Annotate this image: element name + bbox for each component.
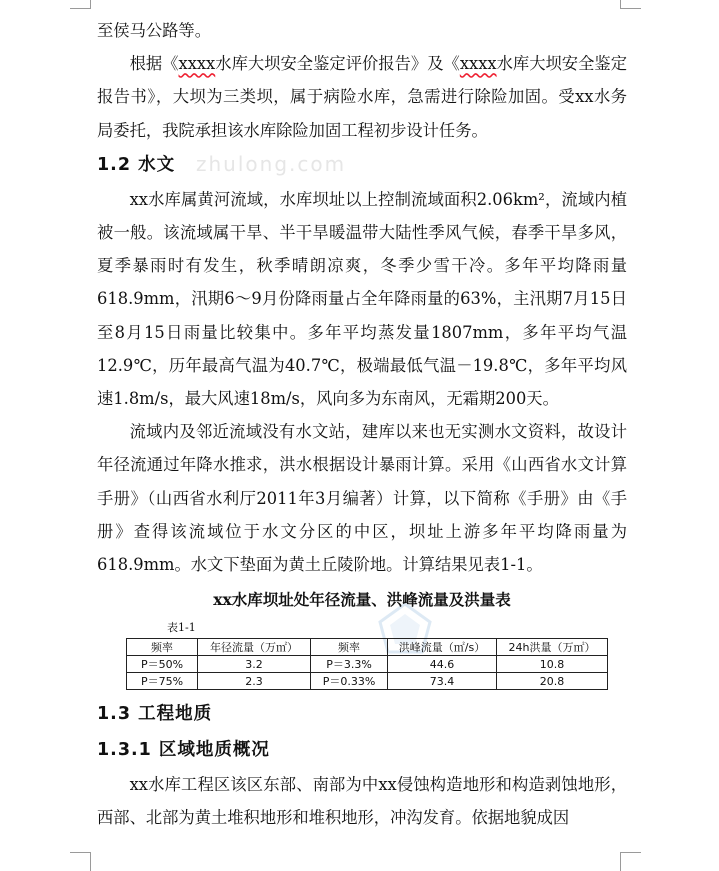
text-run: 根据《 — [129, 54, 179, 74]
table-cell: 2.3 — [198, 673, 311, 690]
table-header-cell: 频率 — [311, 639, 388, 656]
table-cell: P＝3.3% — [311, 656, 388, 673]
spellcheck-underlined-word: xxxx — [459, 54, 497, 74]
watermark-text: zhulong.com — [196, 152, 347, 176]
table-cell: 10.8 — [497, 656, 608, 673]
table-cell: P＝50% — [127, 656, 198, 673]
margin-corner-top-right — [620, 0, 641, 9]
table-header-cell: 24h洪量（万㎡） — [497, 639, 608, 656]
table-header-cell: 频率 — [127, 639, 198, 656]
margin-corner-bottom-right — [620, 852, 641, 871]
table-row — [127, 673, 608, 690]
section-heading: 1.2 水文 — [97, 154, 176, 175]
subsection-heading: 1.3.1 区域地质概况 — [97, 740, 270, 761]
table-cell: 3.2 — [198, 656, 311, 673]
margin-corner-bottom-left — [70, 852, 91, 871]
section-heading: 1.3 工程地质 — [97, 704, 213, 725]
paragraph — [97, 47, 627, 147]
text-run: 水库大坝安全鉴定报告书》，大坝为三类坝，属于病险水库，急需进行除险加固。受xx水务局委托，我院承担该水库除险加固工程初步设计任务。 — [97, 54, 627, 140]
data-table — [126, 638, 608, 690]
table-header-cell: 年径流量（万㎡） — [198, 639, 311, 656]
table-cell: 44.6 — [388, 656, 497, 673]
table-title: xx水库坝址处年径流量、洪峰流量及洪量表 — [213, 590, 511, 610]
paragraph: 流域内及邻近流域没有水文站，建库以来也无实测水文资料，故设计年径流通过年降水推求，洪水根据设计暴雨计算。采用《山西省水文计算手册》（山西省水利厅2011年3月编著）计算，以下简称《手册》由《手册》查得该流域位于水文分区的中区，坝址上游多年平均降雨量为618.9mm。水文下垫面为黄土丘陵阶地。计算结果见表1-1。 — [97, 422, 627, 575]
document-body — [97, 14, 627, 835]
table-label: 表1-1 — [167, 621, 196, 635]
table-cell: 73.4 — [388, 673, 497, 690]
table-cell: P＝75% — [127, 673, 198, 690]
table-header-row — [127, 639, 608, 656]
paragraph: xx水库属黄河流域，水库坝址以上控制流域面积2.06km²，流域内植被一般。该流域属干旱、半干旱暖温带大陆性季风气候，春季干旱多风，夏季暴雨时有发生，秋季晴朗凉爽，冬季少雪干冷。多年平均降雨量618.9mm，汛期6～9月份降雨量占全年降雨量的63%，主汛期7月15日至8月15日雨量比较集中。多年平均蒸发量1807mm，多年平均气温12.9℃，历年最高气温为40.7℃，极端最低气温－19.8℃，多年平均风速1.8m/s，最大风速18m/s，风向多为东南风，无霜期200天。 — [97, 189, 627, 409]
margin-corner-top-left — [70, 0, 91, 9]
paragraph: xx水库工程区该区东部、南部为中xx侵蚀构造地形和构造剥蚀地形，西部、北部为黄土堆积地形和堆积地形，冲沟发育。依据地貌成因 — [97, 775, 627, 828]
text-run: 水库大坝安全鉴定评价报告》及《 — [215, 54, 460, 74]
paragraph: 至侯马公路等。 — [97, 21, 211, 40]
table-row — [127, 656, 608, 673]
table-header-cell: 洪峰流量（㎡/s） — [388, 639, 497, 656]
table-cell: 20.8 — [497, 673, 608, 690]
table-cell: P＝0.33% — [311, 673, 388, 690]
spellcheck-underlined-word: xxxx — [178, 54, 216, 74]
